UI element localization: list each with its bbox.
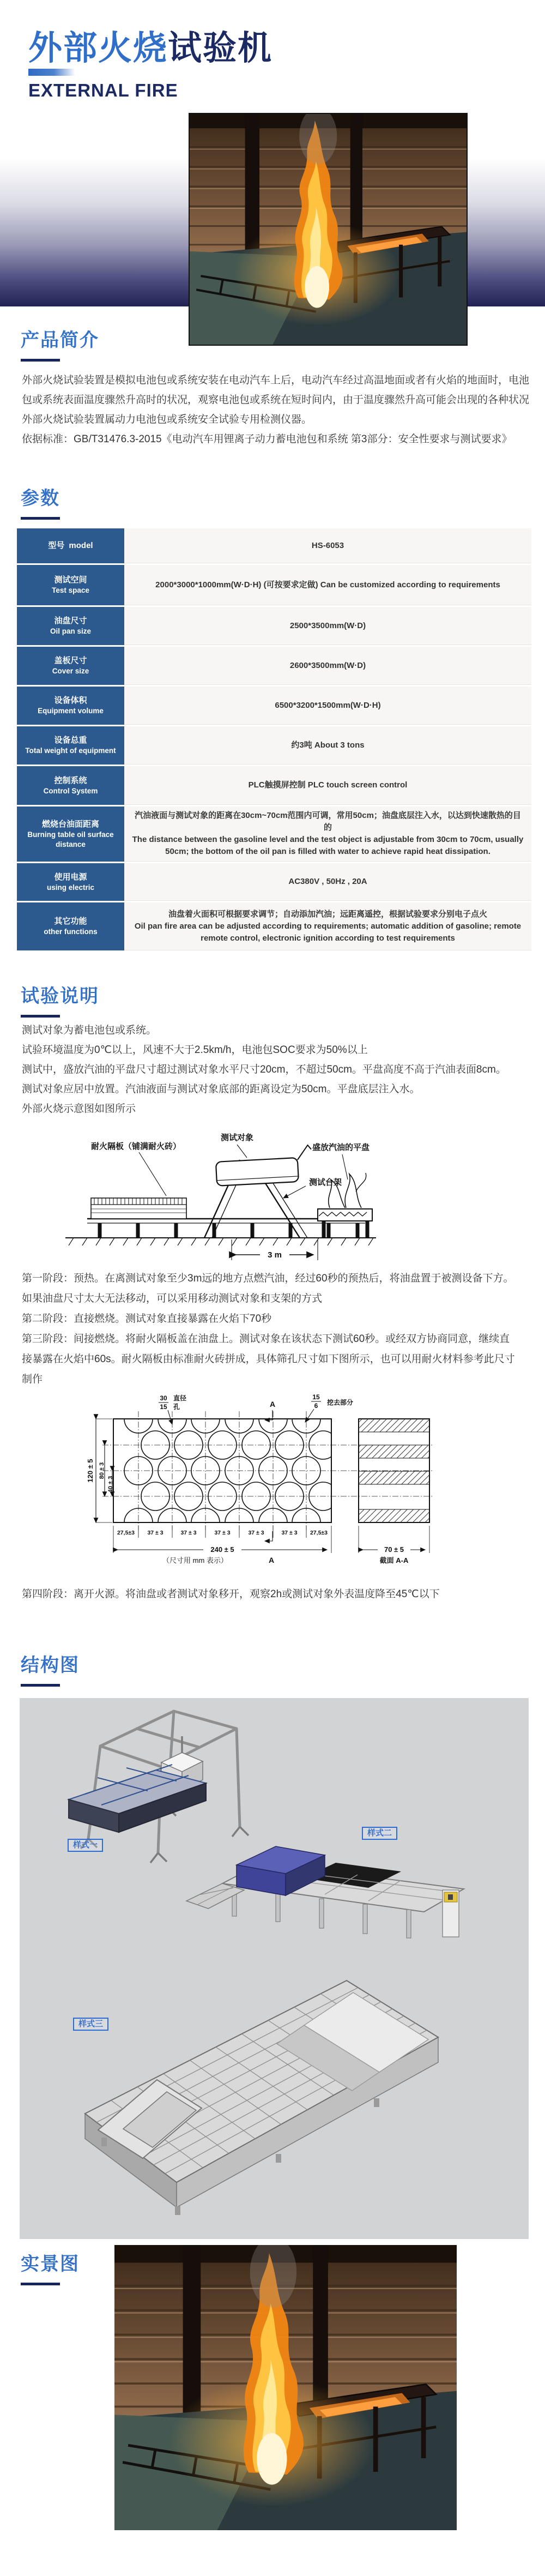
structure-heading-text: 结构图 xyxy=(21,1655,80,1676)
hole-label-1: 直径 xyxy=(173,1394,187,1402)
structure-cad-panel xyxy=(20,1698,529,2239)
stage-line: 第一阶段：预热。在离测试对象至少3m远的地方点燃汽油，经过60秒的预热后，将油盘置于被测设备下方。 xyxy=(22,1273,514,1284)
table-row xyxy=(17,687,531,725)
style1-label: 样式一 xyxy=(68,1839,103,1852)
table-row xyxy=(17,863,531,901)
cut-den: 6 xyxy=(314,1402,318,1410)
test-line: 外部火烧示意图如图所示 xyxy=(22,1103,136,1115)
cut-label: 挖去部分 xyxy=(327,1399,354,1406)
intro-heading-underline xyxy=(21,359,60,362)
param-label: 设备总重 Total weight of equipment xyxy=(17,726,124,765)
page-subtitle: EXTERNAL FIRE xyxy=(28,80,178,100)
test-description xyxy=(22,1021,531,1119)
cad-style1-gantry xyxy=(20,1698,249,1863)
page-title-highlight: 外部火烧 xyxy=(28,29,168,67)
fire-scene-art xyxy=(114,2245,457,2530)
stage4-paragraph xyxy=(22,1585,531,1604)
param-value: 汽油液面与测试对象的距离在30cm~70cm范围内可调，常用50cm；油盘底层注入水，以达到快速散热的目的 The distance between the gasoline level and the test object is adjustable from 30cm to 70cm, usually 50cm; the bottom of the oil pan is filled with water to achieve rapid heat dissipation. xyxy=(124,806,531,862)
cad-render-art xyxy=(20,1698,529,2239)
table-row xyxy=(17,647,531,685)
param-value: AC380V , 50Hz , 20A xyxy=(124,863,531,901)
intro-paragraph xyxy=(22,371,531,449)
dim-bottom: 37 ± 3 xyxy=(147,1530,164,1536)
cad-style2-rail-machine xyxy=(186,1846,464,1938)
test-line: 试验环境温度为0℃以上，风速不大于2.5km/h，电池包SOC要求为50%以上 xyxy=(22,1044,368,1056)
param-label: 燃烧台油面距离 Burning table oil surface distance xyxy=(17,806,124,862)
table-row xyxy=(17,528,531,563)
test-heading-text: 试验说明 xyxy=(21,986,99,1007)
dim-120: 120 ± 5 xyxy=(86,1459,94,1483)
stage-line: 如果油盘尺寸太大无法移动，可以采用移动测试对象和支架的方式 xyxy=(22,1293,323,1304)
intro-heading-text: 产品简介 xyxy=(21,330,99,351)
intro-line: 外部火烧试验装置属动力电池包或系统安全试验专用检测仪器。 xyxy=(22,414,312,425)
hole-den: 15 xyxy=(160,1403,167,1411)
param-value: 2500*3500mm(W·D) xyxy=(124,607,531,645)
section-params-heading xyxy=(21,483,60,520)
fire-scene-art xyxy=(190,114,467,345)
dim-40: 40 ± 3 xyxy=(107,1476,114,1493)
table-row xyxy=(17,565,531,605)
param-label: 油盘尺寸 Oil pan size xyxy=(17,607,124,645)
table-row xyxy=(17,766,531,805)
param-label: 测试空间 Test space xyxy=(17,565,124,605)
cut-num: 15 xyxy=(312,1393,320,1401)
caption-section: 截面 A-A xyxy=(379,1556,409,1564)
test-line: 测试中，盛放汽油的平盘尺寸超过测试对象水平尺寸20cm，不超过50cm。平盘高度不高于汽油表面8cm。 xyxy=(22,1064,506,1075)
stage-line: 第三阶段：间接燃烧。将耐火隔板盖在油盘上。测试对象在该状态下测试60秒。或经双方协商同意，继续直 xyxy=(22,1333,510,1345)
param-value: 2000*3000*1000mm(W·D·H) (可按要求定做) Can be customized according to requirements xyxy=(124,565,531,605)
stage4-line: 第四阶段：离开火源。将油盘或者测试对象移开，观察2h或测试对象外表温度降至45℃以下 xyxy=(22,1588,440,1600)
schematic-label-board: 耐火隔板（铺满耐火砖） xyxy=(91,1142,181,1151)
dim-bottom: 37 ± 3 xyxy=(248,1530,264,1536)
schematic-dim-3m: 3 m xyxy=(268,1250,282,1260)
parameter-table xyxy=(17,528,531,952)
param-value: 油盘着火面积可根据要求调节；自动添加汽油；远距离遥控，根据试验要求分别电子点火 Oil pan fire area can be adjusted according to requirements; automatic addition of gasoline; remote remote control, electronic ignition according to test requirements xyxy=(124,902,531,950)
marker-a-top: A xyxy=(269,1400,276,1409)
table-row xyxy=(17,607,531,645)
style2-label: 样式二 xyxy=(362,1827,397,1840)
section-real-heading xyxy=(21,2249,80,2285)
page-title xyxy=(28,21,272,69)
section-intro-heading xyxy=(21,325,99,362)
param-label: 其它功能 other functions xyxy=(17,902,124,950)
param-label: 型号 model xyxy=(17,528,124,563)
stage-line: 接暴露在火焰中60s。耐火隔板由标准耐火砖拼成，具体筛孔尺寸如下图所示，也可以用耐火材料参考此尺寸 xyxy=(22,1353,515,1365)
hole-num: 30 xyxy=(160,1394,167,1402)
fire-test-schematic xyxy=(57,1126,384,1267)
table-row xyxy=(17,902,531,950)
dim-240: 240 ± 5 xyxy=(210,1545,234,1554)
param-label: 盖板尺寸 Cover size xyxy=(17,647,124,685)
page-title-rest: 试验机 xyxy=(168,29,273,67)
real-heading-text: 实景图 xyxy=(21,2254,80,2274)
schematic-label-pan: 盛放汽油的平盘 xyxy=(312,1143,370,1152)
param-value: HS-6053 xyxy=(124,528,531,563)
param-label: 控制系统 Control System xyxy=(17,766,124,805)
real-scene-fire-photo xyxy=(114,2245,457,2530)
table-row xyxy=(17,726,531,765)
dim-bottom: 27,5±3 xyxy=(310,1530,328,1536)
dim-bottom: 37 ± 3 xyxy=(281,1530,298,1536)
real-heading-underline xyxy=(21,2283,60,2285)
hole-label-2: 孔 xyxy=(173,1403,180,1411)
intro-line: 依据标准：GB/T31476.3-2015《电动汽车用锂离子动力蓄电池包和系统 第3部分：安全性要求与测试要求》 xyxy=(22,434,512,445)
param-value: 6500*3200*1500mm(W·D·H) xyxy=(124,687,531,725)
stage-line: 制作 xyxy=(22,1374,43,1385)
schematic-label-stand: 测试台架 xyxy=(309,1178,342,1187)
intro-line: 包或系统表面温度骤然升高时的状况，观察电池包或系统在短时间内，由于温度骤然升高可能会出现的各种状况 xyxy=(22,394,530,406)
param-value: 2600*3500mm(W·D) xyxy=(124,647,531,685)
plate-note: （尺寸用 mm 表示） xyxy=(162,1556,228,1564)
dim-80: 80 ± 3 xyxy=(99,1462,105,1479)
test-line: 测试对象为蓄电池包或系统。 xyxy=(22,1025,157,1036)
param-value: 约3吨 About 3 tons xyxy=(124,726,531,765)
plate-drawing-svg xyxy=(81,1392,464,1565)
dim-bottom: 37 ± 3 xyxy=(214,1530,231,1536)
caption-a: A xyxy=(269,1556,275,1564)
style3-label: 样式三 xyxy=(73,2018,108,2031)
schematic-svg xyxy=(57,1126,384,1267)
param-label: 使用电源 using electric xyxy=(17,863,124,901)
schematic-label-object: 测试对象 xyxy=(221,1133,254,1142)
intro-line: 外部火烧试验装置是模拟电池包或系统安装在电动汽车上后，电动汽车经过高温地面或者有火焰的地面时，电池 xyxy=(22,375,530,386)
param-value: PLC触摸屏控制 PLC touch screen control xyxy=(124,766,531,805)
table-row xyxy=(17,806,531,862)
test-heading-underline xyxy=(21,1015,60,1018)
cad-style3-platform xyxy=(85,1981,438,2215)
params-heading-text: 参数 xyxy=(21,488,60,509)
dim-bottom: 27,5±3 xyxy=(117,1530,135,1536)
structure-heading-underline xyxy=(21,1684,60,1687)
section-test-heading xyxy=(21,981,99,1018)
test-line: 测试对象应居中放置。汽油液面与测试对象底部的距离设定为50cm。平盘底层注入水。 xyxy=(22,1084,420,1095)
dim-70: 70 ± 5 xyxy=(384,1545,404,1554)
test-stages xyxy=(22,1268,531,1389)
dim-bottom: 37 ± 3 xyxy=(180,1530,197,1536)
refractory-plate-drawing xyxy=(81,1392,464,1565)
title-accent-bar xyxy=(28,69,75,76)
stage-line: 第二阶段：直接燃烧。测试对象直接暴露在火焰下70秒 xyxy=(22,1313,272,1325)
banner-fire-photo xyxy=(189,113,468,346)
param-label: 设备体积 Equipment volume xyxy=(17,687,124,725)
section-structure-heading xyxy=(21,1650,80,1687)
params-heading-underline xyxy=(21,517,60,520)
